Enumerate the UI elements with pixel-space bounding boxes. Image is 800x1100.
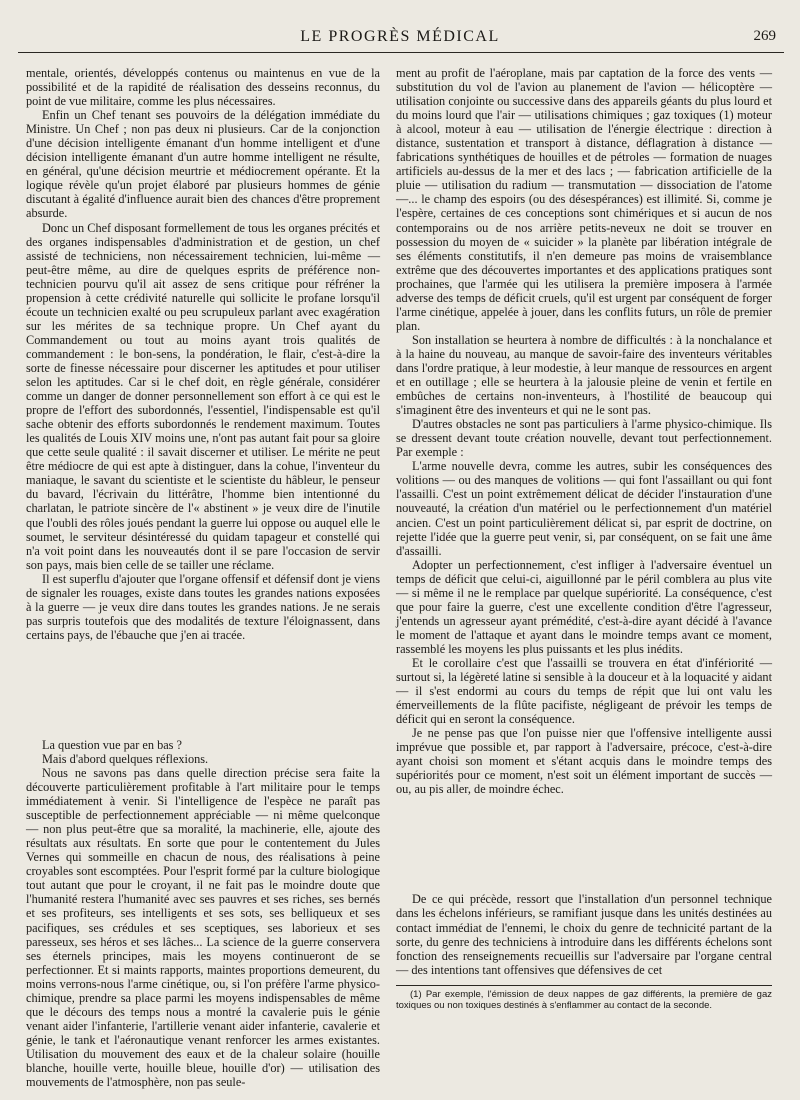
page-number: 269 <box>753 28 776 44</box>
paragraph: L'arme nouvelle devra, comme les autres, subir les conséquences des volitions — ou des manques de volitions — qui font l'assaillant ou qui font l'assailli. C'est un point extrêmement délicat de décider l'instauration d'une nouveauté, la création d'un matériel ou le perfectionnement d'un matériel ancien. C'est un point particulièrement délicat si, par esprit de doctrine, on rejette l'idée que la guerre peut venir, si, par conséquent, on se fait une âme d'assailli. <box>396 459 772 558</box>
section-gap <box>26 642 380 738</box>
footnote-block <box>396 985 772 1011</box>
paragraph: Adopter un perfectionnement, c'est infliger à l'adversaire éventuel un temps de déficit que celui-ci, aiguillonné par le péril comblera au plus vite — si même il ne le remplace par quelque supériorité. La conséquence, c'est que pour faire la guerre, c'est une excellente condition d'être l'agresseur, j'entends un agresseur ayant prémédité, c'est-à-dire ayant décidé à l'avance le moment de l'attaque et ayant dans le moindre temps avant ce moment, rassemblé les moyens les plus puissants et les plus inédits. <box>396 557 772 656</box>
running-title: LE PROGRÈS MÉDICAL <box>300 28 500 45</box>
paragraph: Son installation se heurtera à nombre de difficultés : à la nonchalance et à la haine du nouveau, au manque de savoir-faire des inventeurs véritables dans l'ordre pratique, à leur modestie, à leur manque de ressources en argent et en outillage ; elle se heurtera à la jalousie pleine de venin et fertile en embûches de certains non-inventeurs, à l'hostilité de beaucoup qui s'imaginent être des inventeurs et qui ne le sont pas. <box>396 332 772 418</box>
paragraph: Nous ne savons pas dans quelle direction précise sera faite la découverte particulièrement profitable à l'art militaire pour le temps immédiatement à venir. Si l'intelligence de l'espèce ne paraît pas susceptible de perfectionnement appréciable — ni même quelconque — non plus peut-être que sa moralité, la machinerie, elle, ajoute des résultats aux résultats. En sorte que pour le contentement du Jules Vernes qui sommeille en chacun de nous, des réalisations à peine croyables sont escomptées. Pour l'esprit formé par la culture biologique tout autant que pour le croyant, il ne fait pas le moindre doute que l'humanité restera l'humanité avec ses pauvres et ses riches, ses bernés et ses profiteurs, ses intelligents et ses sots, ses belliqueux et ses pacifiques, ses crédules et ses sceptiques, ses laborieux et ses paresseux, ses héros et ses lâches... La science de la guerre conservera ses éternels principes, mais les moyens continueront de se perfectionner. Et si maints rapports, maintes proportions demeurent, du moins verrons-nous l'arme cinétique, ou, si l'on préfère l'arme physico-chimique, prendre sa place parmi les moyens indispensables de même que le décours des temps nous a montré la cavalerie puis le génie venant aider l'infanterie, l'artillerie venant aider infanterie, cavalerie et génie, le tank et l'aéronautique venant renforcer les armes existantes. Utilisation du mouvement des eaux et de la chaleur solaire (houille blanche, houille verte, houille bleue, houille d'or) — utilisation des mouvements de l'atmosphère, non pas seule- <box>26 766 380 1090</box>
paragraph: Et le corollaire c'est que l'assailli se trouvera en état d'infériorité — surtout si, la légèreté latine si sensible à la douceur et à la loquacité y aidant — il s'est endormi au cours du temps de répit que lui ont valu les émerveillements de la flûte pacifiste, négligeant de prévoir les temps de déficit qui en seront la conséquence. <box>396 655 772 727</box>
footnote: (1) Par exemple, l'émission de deux nappes de gaz différents, la première de gaz toxiques ou non toxiques destinés à s'enflammer au contact de la seconde. <box>396 988 772 1011</box>
paragraph: Je ne pense pas que l'on puisse nier que l'offensive intelligente aussi imprévue que possible et, par rapport à l'adversaire, précoce, c'est-à-dire ayant choisi son moment et s'étant acquis dans le moindre temps des supériorités pour ce moment, n'est soit un élément important de succès — ou, au pis aller, de moindre échec. <box>396 726 772 797</box>
section-gap <box>396 796 772 892</box>
paragraph: Mais d'abord quelques réflexions. <box>42 751 209 766</box>
paragraph: Enfin un Chef tenant ses pouvoirs de la délégation immédiate du Ministre. Un Chef ; non pas deux ni plusieurs. Car de la conjonction d'une décision intelligente émanant d'un homme intelligent et d'une décision intelligente émanant d'un autre homme intelligent ne résulte, en général, qu'une décision meurtrie et médiocrement opérante. Et la logique révèle qu'un projet élaboré par plusieurs hommes de génie discutant à égalité d'influence aurait bien des chances d'être proprement absurde. <box>26 108 380 221</box>
section-question: La question vue par en bas ? <box>42 737 182 752</box>
paragraph: D'autres obstacles ne sont pas particuliers à l'arme physico-chimique. Ils se dressent devant toute création nouvelle, devant tout perfectionnement. Par exemple : <box>396 417 772 460</box>
header-rule <box>18 52 784 53</box>
paragraph: mentale, orientés, développés contenus ou maintenus en vue de la possibilité et de la rapidité de réalisation des desseins reconnus, du point de vue militaire, comme les plus nécessaires. <box>26 66 380 109</box>
left-column <box>26 66 380 1089</box>
page-header <box>0 28 800 50</box>
paragraph: Donc un Chef disposant formellement de tous les organes précités et des organes indispensables d'administration et de gestion, un chef assisté de techniciens, non nécessairement technicien, lui-même — peut-être même, au dire de quelques esprits de préférence non-technicien pourvu qu'il ait assez de sens critique pour réfréner la propension à cette crédivité naturelle qui sollicite le profane lorsqu'il écoute un technicien exalté ou peu scrupuleux parlant avec exagération sur les mérites de sa technique propre. Un Chef ayant du Commandement ou tout au moins ayant trois qualités de commandement : le bon-sens, la pondération, le flair, c'est-à-dire la sorte de finesse nécessaire pour discerner les aptitudes et pour utiliser selon les aptitudes. Car si le chef doit, en règle générale, considérer comme un danger de donner personnellement son effort à ce qui est le propre de l'effort des subordonnés, l'essentiel, l'indispensable est qu'il sache obtenir des efforts subordonnés le rendement maximum. Toutes les qualités de Louis XIV moins une, n'ont pas autant fait pour sa gloire que cette seule qualité : il savait discerner et utiliser. Le mérite ne peut être médiocre de qui est apte à distinguer, dans la cohue, l'inventeur du maniaque, le savant du scientiste et le scientiste du hâbleur, le penseur du bavard, l'écrivain du littérâtre, l'homme bien intentionné du charlatan, le patriote sincère de l'« abstinent » je veux dire de l'inutile que l'oubli des rôles joués pendant la guerre lui oppose ou auquel elle le soumet, le serviteur désintéressé du quidam tapageur et constellé qui n'a voit point dans les nouveautés dont il se pare l'occasion de servir son pays, mais bien celle de se tailler une réclame. <box>26 220 380 572</box>
paragraph: Il est superflu d'ajouter que l'organe offensif et défensif dont je viens de signaler les rouages, existe dans toutes les grandes nations exposées à la guerre — je veux dire dans toutes les grandes nations. Je ne serais pas surpris toutefois que des modalités de texture l'éloignassent, dans certains pays, de l'ébauche que j'en ai tracée. <box>26 571 380 642</box>
paragraph: ment au profit de l'aéroplane, mais par captation de la force des vents — substitution du vol de l'avion au planement de l'avion — hélicoptère — utilisation conjointe ou successive dans des appareils géants du plus lourd et du moins lourd que l'air — utilisations chimiques ; gaz toxiques (1) moteur à alcool, moteur à eau — utilisation de l'énergie électrique : direction à distance, sustentation et transport à distance, déflagration à distance — fabrications synthétiques de houilles et de pétroles — formation de nuages artificiels au-dessus de la mer et des lacs ; — fabrication artificielle de la pluie — utilisation du radium — transmutation — dissociation de l'atome —... le champ des espoirs (ou des désespérances) est illimité. Si, comme je l'espère, certaines de ces conceptions sont chimériques et si aucun de nos contemporains ou de nos arrière petits-neveux ne doit se trouver en possession du moyen de « suicider » la planète par libération intégrale de ses éléments constitutifs, il n'en demeure pas moins de vraisemblance extrême que des découvertes importantes et des applications pratiques sont prochaines, que l'armée qui les utilisera la première imposera à l'armée adverse des temps de déficit cruels, qu'il est urgent par conséquent de forger l'arme cinétique, appelée à jouer, dans les conflits futurs, un rôle de premier plan. <box>396 66 772 333</box>
right-column <box>396 66 772 1011</box>
paragraph: De ce qui précède, ressort que l'installation d'un personnel technique dans les échelons inférieurs, se ramifiant jusque dans les unités destinées au contact immédiat de l'ennemi, le choix du genre de technicité partant de la sorte, du genre des techniciens à introduire dans les différents échelons sont fonction des renseignements recueillis sur l'adversaire par l'organe central — des intentions tant offensives que défensives de cet <box>396 892 772 977</box>
